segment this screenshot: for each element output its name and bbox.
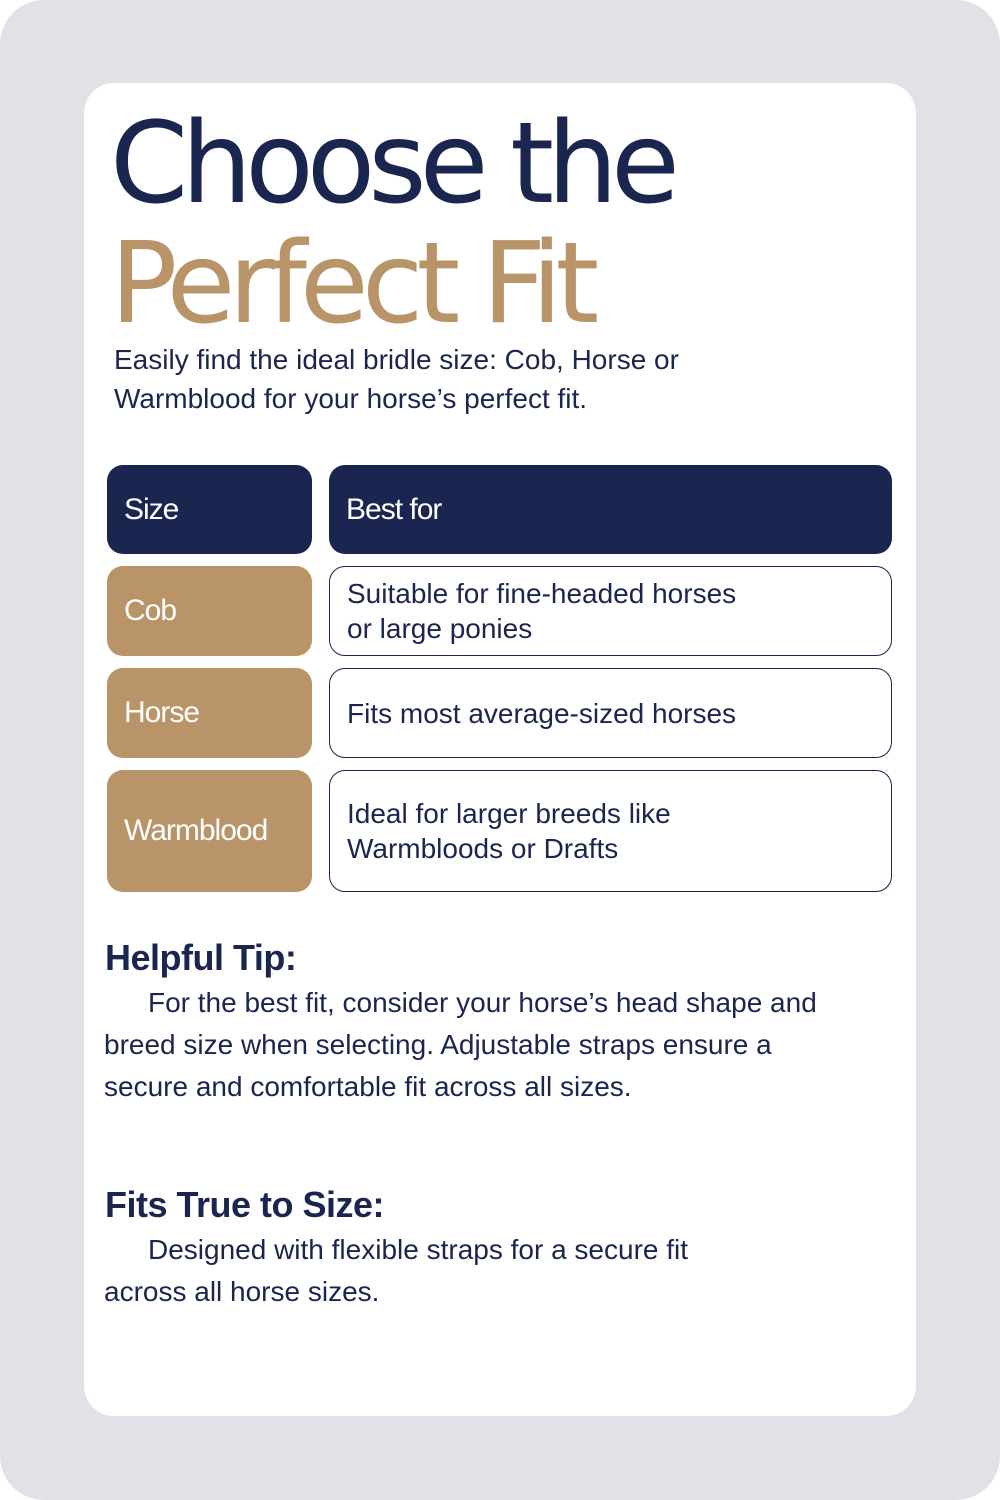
fits-true-heading: Fits True to Size: [105, 1184, 385, 1225]
helpful-tip-body: For the best fit, consider your horse’s head shape and breed size when selecting. Adjustable straps ensure a secure and comfortable fit across all sizes. [104, 987, 817, 1102]
title-line-2: Perfect Fit [110, 219, 593, 349]
size-label: Cob [124, 594, 177, 627]
size-cell-warmblood [107, 770, 312, 892]
helpful-tip-heading: Helpful Tip: [105, 937, 297, 978]
table-header-size [107, 465, 312, 554]
fits-true-body: Designed with flexible straps for a secure fit across all horse sizes. [104, 1234, 689, 1307]
size-label: Warmblood [124, 814, 268, 847]
title-line-1: Choose the [110, 99, 673, 229]
best-for-text: Ideal for larger breeds like Warmbloods or Drafts [347, 798, 671, 864]
size-label: Horse [124, 696, 200, 729]
best-for-cell-horse [329, 668, 892, 758]
best-for-cell-cob [329, 566, 892, 656]
best-for-text: Suitable for fine-headed horses or large ponies [347, 578, 737, 644]
best-for-text: Fits most average-sized horses [347, 697, 737, 729]
intro-text: Easily find the ideal bridle size: Cob, Horse or Warmblood for your horse’s perfect fit. [114, 344, 679, 414]
table-header-best-for-label: Best for [346, 492, 442, 526]
best-for-cell-warmblood [329, 770, 892, 892]
table-header-size-label: Size [124, 492, 179, 526]
table-header-best-for [329, 465, 892, 554]
size-cell-cob [107, 566, 312, 656]
size-cell-horse [107, 668, 312, 758]
